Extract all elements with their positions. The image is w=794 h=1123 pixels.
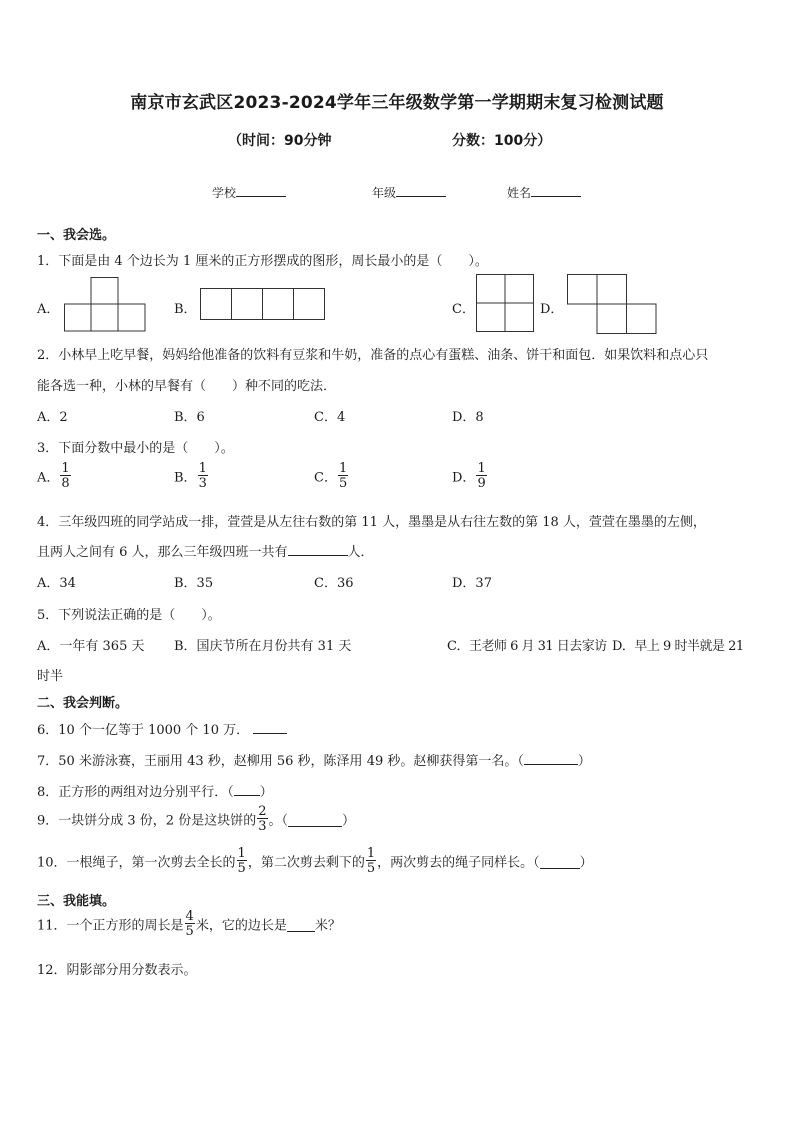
- q9-text-post: 。（: [268, 813, 289, 829]
- q6-text: 6．10 个一亿等于 1000 个 10 万．: [37, 723, 254, 738]
- question-2-line-2: 能各选一种，小林的早餐有（ ）种不同的吃法．: [37, 379, 337, 394]
- section-heading-1: 一、我会选。: [37, 228, 116, 243]
- school-field[interactable]: [212, 182, 286, 201]
- section-heading-3: 三、我能填。: [37, 894, 116, 909]
- q5-option-c[interactable]: C．王老师 6 月 31 日去家访: [447, 639, 607, 654]
- question-2-line-1: 2．小林早上吃早餐，妈妈给他准备的饮料有豆浆和牛奶，准备的点心有蛋糕、油条、饼干和面包．如果饮料和点心只: [37, 348, 709, 363]
- q3-option-a[interactable]: [37, 462, 72, 490]
- q3-fraction-c: $\frac{1}{5}$: [338, 461, 348, 491]
- q11-text-mid: 米，它的边长是: [195, 918, 287, 934]
- q3-fraction-b: $\frac{1}{3}$: [198, 461, 207, 491]
- question-12: 12．阴影部分用分数表示。: [37, 963, 197, 978]
- q7-answer-blank[interactable]: [524, 750, 578, 765]
- q11-text-post: 米？: [314, 918, 341, 934]
- time-label: （时间：90分钟: [228, 133, 332, 149]
- q11-answer-blank[interactable]: [287, 917, 315, 932]
- q3-option-c-label: C．: [314, 470, 337, 486]
- q4-line-2-text: 且两人之间有 6 人，那么三年级四班一共有: [37, 545, 288, 560]
- q1-option-b-label[interactable]: B．: [174, 302, 197, 317]
- school-blank[interactable]: [236, 182, 286, 197]
- question-5-stem: 5．下列说法正确的是（ ）。: [37, 608, 221, 623]
- q7-text: 7．50 米游泳赛，王丽用 43 秒，赵柳用 56 秒，陈泽用 49 秒。赵柳获得第一名。（: [37, 754, 524, 769]
- q10-fraction-2: $\frac{1}{5}$: [366, 846, 376, 876]
- q1-option-a-label[interactable]: A．: [37, 302, 60, 317]
- q5-option-d-continued: 时半: [37, 669, 64, 684]
- question-7: [37, 750, 591, 769]
- q10-fraction-1: $\frac{1}{5}$: [237, 846, 246, 876]
- q1-option-d-label[interactable]: D．: [540, 302, 564, 317]
- section-heading-2: 二、我会判断。: [37, 696, 129, 711]
- question-8: [37, 781, 273, 800]
- q10-text: 10．一根绳子，第一次剪去全长的: [37, 855, 236, 871]
- q2-option-a[interactable]: A．2: [37, 410, 68, 425]
- q10-paren-close: ）: [579, 855, 593, 871]
- q4-line-2-end: 人．: [347, 545, 374, 560]
- school-label: 学校: [212, 186, 237, 200]
- q4-option-a[interactable]: A．34: [37, 576, 76, 591]
- q2-option-d[interactable]: D．8: [452, 410, 484, 425]
- q9-answer-blank[interactable]: [288, 812, 342, 827]
- question-10: [37, 847, 593, 875]
- question-6: [37, 719, 287, 738]
- q11-text: 11．一个正方形的周长是: [37, 918, 184, 934]
- question-1-stem: 1．下面是由 4 个边长为 1 厘米的正方形摆成的图形，周长最小的是（ ）。: [37, 254, 488, 269]
- q1-option-d-figure: [567, 274, 657, 334]
- q3-option-b-label: B．: [174, 470, 197, 486]
- question-4-line-2: [37, 541, 374, 560]
- question-9: [37, 805, 355, 833]
- q1-option-b-figure: [200, 288, 325, 320]
- q9-fraction: $\frac{2}{3}$: [258, 804, 267, 834]
- q2-option-b[interactable]: B．6: [174, 410, 205, 425]
- q4-option-d[interactable]: D．37: [452, 576, 492, 591]
- q8-text: 8．正方形的两组对边分别平行．（: [37, 785, 234, 800]
- q10-text-mid: ，第二次剪去剩下的: [247, 855, 365, 871]
- q3-option-c[interactable]: [314, 462, 349, 490]
- score-label: 分数：100分）: [452, 133, 552, 149]
- q2-option-c[interactable]: C．4: [314, 410, 346, 425]
- q9-paren-close: ）: [342, 813, 356, 829]
- q4-answer-blank[interactable]: [288, 541, 348, 556]
- q7-paren-close: ）: [577, 754, 591, 769]
- q1-option-a-figure: [64, 277, 146, 332]
- name-blank[interactable]: [531, 182, 581, 197]
- page-title: 南京市玄武区2023-2024学年三年级数学第一学期期末复习检测试题: [130, 93, 664, 113]
- name-label: 姓名: [507, 186, 532, 200]
- q4-option-c[interactable]: C．36: [314, 576, 354, 591]
- q3-fraction-d: $\frac{1}{9}$: [477, 461, 486, 491]
- q5-option-b[interactable]: B．国庆节所在月份共有 31 天: [174, 639, 352, 654]
- q4-option-b[interactable]: B．35: [174, 576, 214, 591]
- q3-option-d[interactable]: [452, 462, 488, 490]
- q3-option-b[interactable]: [174, 462, 209, 490]
- grade-blank[interactable]: [396, 182, 446, 197]
- question-3-stem: 3．下面分数中最小的是（ ）。: [37, 441, 234, 456]
- grade-field[interactable]: [372, 182, 446, 201]
- question-4-line-1: 4．三年级四班的同学站成一排，萱萱是从左往右数的第 11 人，墨墨是从右往左数的第 18 人，萱萱在墨墨的左侧，: [37, 515, 706, 530]
- q8-paren-close: ）: [259, 785, 273, 800]
- grade-label: 年级: [372, 186, 397, 200]
- q6-answer-blank[interactable]: [253, 719, 287, 734]
- q10-text-post: ，两次剪去的绳子同样长。（: [377, 855, 540, 871]
- q8-answer-blank[interactable]: [234, 781, 260, 796]
- q3-option-a-label: A．: [37, 470, 60, 486]
- q5-option-a[interactable]: A．一年有 365 天: [37, 639, 145, 654]
- q9-text: 9．一块饼分成 3 份，2 份是这块饼的: [37, 813, 257, 829]
- q5-option-d[interactable]: D．早上 9 时半就是 21: [612, 639, 744, 654]
- q11-fraction: $\frac{4}{5}$: [185, 909, 194, 939]
- q3-option-d-label: D．: [452, 470, 476, 486]
- name-field[interactable]: [507, 182, 581, 201]
- question-11: [37, 910, 341, 938]
- q1-option-c-figure: [476, 274, 534, 332]
- q10-answer-blank[interactable]: [540, 854, 580, 869]
- q3-fraction-a: $\frac{1}{8}$: [61, 461, 70, 491]
- q1-option-c-label[interactable]: C．: [452, 302, 475, 317]
